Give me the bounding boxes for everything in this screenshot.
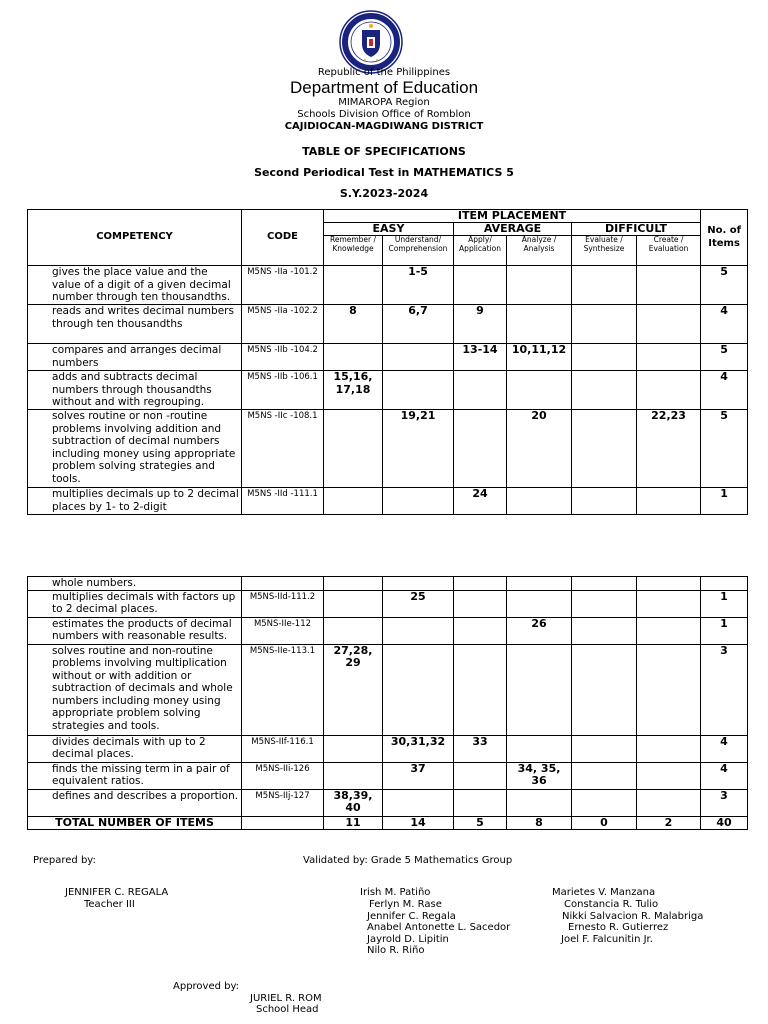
understand-cell	[383, 617, 454, 644]
table-row	[28, 617, 748, 644]
evaluate-cell	[572, 344, 637, 371]
create-cell	[637, 762, 701, 789]
validator-name: Jennifer C. Regala	[367, 911, 456, 922]
items-cell: 5	[701, 410, 748, 488]
items-cell: 1	[701, 488, 748, 515]
code-cell: M5NS-IIe-113.1	[242, 644, 324, 735]
competency-cell: divides decimals with up to 2 decimal places.	[28, 735, 242, 762]
understand-cell	[383, 577, 454, 591]
totals-row	[28, 816, 748, 830]
remember-cell	[324, 344, 383, 371]
prepared-label: Prepared by:	[33, 855, 96, 866]
table-row	[28, 344, 748, 371]
understand-cell: 6,7	[383, 305, 454, 344]
document-title: TABLE OF SPECIFICATIONS	[302, 145, 466, 158]
analyze-cell	[507, 644, 572, 735]
validator-name: Joel F. Falcunitin Jr.	[561, 934, 653, 945]
test-title: Second Periodical Test in MATHEMATICS 5	[254, 166, 514, 179]
understand-header: Understand/ Comprehension	[383, 236, 454, 266]
preparer-name: JENNIFER C. REGALA	[65, 887, 169, 898]
create-cell	[637, 344, 701, 371]
apply-cell: 13-14	[454, 344, 507, 371]
apply-cell	[454, 789, 507, 816]
create-cell	[637, 305, 701, 344]
evaluate-cell	[572, 577, 637, 591]
apply-cell: 24	[454, 488, 507, 515]
easy-header: EASY	[324, 223, 454, 236]
create-cell: 22,23	[637, 410, 701, 488]
analyze-cell	[507, 590, 572, 617]
total-items: 40	[701, 816, 748, 830]
create-cell	[637, 617, 701, 644]
table-row	[28, 371, 748, 410]
apply-cell: 33	[454, 735, 507, 762]
validator-name: Anabel Antonette L. Sacedor	[367, 922, 511, 933]
item-placement-header: ITEM PLACEMENT	[324, 210, 701, 223]
evaluate-cell	[572, 789, 637, 816]
understand-cell	[383, 488, 454, 515]
average-header: AVERAGE	[454, 223, 572, 236]
code-cell: M5NS-IId-111.2	[242, 590, 324, 617]
apply-cell	[454, 371, 507, 410]
analyze-cell	[507, 371, 572, 410]
evaluate-cell	[572, 410, 637, 488]
create-header: Create / Evaluation	[637, 236, 701, 266]
tos-table-page2	[27, 576, 748, 830]
total-apply: 5	[454, 816, 507, 830]
remember-cell	[324, 617, 383, 644]
create-cell	[637, 789, 701, 816]
analyze-cell: 34, 35, 36	[507, 762, 572, 789]
evaluate-cell	[572, 617, 637, 644]
competency-cell: compares and arranges decimal numbers	[28, 344, 242, 371]
table-row	[28, 266, 748, 305]
understand-cell: 30,31,32	[383, 735, 454, 762]
totals-label: TOTAL NUMBER OF ITEMS	[28, 816, 242, 830]
validator-name: Nikki Salvacion R. Malabriga	[562, 911, 704, 922]
create-cell	[637, 266, 701, 305]
evaluate-cell	[572, 371, 637, 410]
analyze-cell: 10,11,12	[507, 344, 572, 371]
items-cell	[701, 577, 748, 591]
table-row	[28, 644, 748, 735]
validated-label: Validated by: Grade 5 Mathematics Group	[303, 855, 513, 866]
region-text: MIMAROPA Region	[338, 97, 430, 108]
competency-cell: gives the place value and the value of a digit of a given decimal number through ten thousandths.	[28, 266, 242, 305]
remember-cell	[324, 735, 383, 762]
evaluate-cell	[572, 488, 637, 515]
analyze-cell: 26	[507, 617, 572, 644]
approved-label: Approved by:	[173, 981, 240, 992]
code-cell: M5NS -IIa -102.2	[242, 305, 324, 344]
evaluate-cell	[572, 590, 637, 617]
code-header: CODE	[242, 210, 324, 266]
competency-cell: adds and subtracts decimal numbers through thousandths without and with regrouping.	[28, 371, 242, 410]
table-row	[28, 410, 748, 488]
apply-cell	[454, 590, 507, 617]
republic-text: Republic of the Philippines	[317, 67, 451, 78]
difficult-header: DIFFICULT	[572, 223, 701, 236]
approver-title: School Head	[256, 1004, 319, 1015]
understand-cell: 19,21	[383, 410, 454, 488]
analyze-header: Analyze / Analysis	[507, 236, 572, 266]
validator-name: Jayrold D. Lipitin	[367, 934, 449, 945]
code-cell: M5NS-IIf-116.1	[242, 735, 324, 762]
apply-cell: 9	[454, 305, 507, 344]
remember-cell	[324, 488, 383, 515]
code-cell: M5NS -IIc -108.1	[242, 410, 324, 488]
remember-cell	[324, 410, 383, 488]
competency-cell: reads and writes decimal numbers through ten thousandths	[28, 305, 242, 344]
evaluate-header: Evaluate / Synthesize	[572, 236, 637, 266]
analyze-cell: 20	[507, 410, 572, 488]
analyze-cell	[507, 789, 572, 816]
table-row	[28, 735, 748, 762]
tos-table-page1	[27, 209, 748, 515]
analyze-cell	[507, 305, 572, 344]
code-cell: M5NS -IId -111.1	[242, 488, 324, 515]
items-cell: 5	[701, 266, 748, 305]
understand-cell: 1-5	[383, 266, 454, 305]
items-cell: 5	[701, 344, 748, 371]
competency-cell: whole numbers.	[28, 577, 242, 591]
evaluate-cell	[572, 305, 637, 344]
code-cell: M5NS-IIi-126	[242, 762, 324, 789]
table-row	[28, 305, 748, 344]
code-cell: M5NS-IIj-127	[242, 789, 324, 816]
division-text: Schools Division Office of Romblon	[297, 109, 471, 120]
competency-cell: solves routine or non -routine problems involving addition and subtraction of decimal numbers including money using appropriate problem solving strategies and tools.	[28, 410, 242, 488]
understand-cell	[383, 371, 454, 410]
create-cell	[637, 735, 701, 762]
total-analyze: 8	[507, 816, 572, 830]
validator-name: Irish M. Patiño	[360, 887, 431, 898]
competency-cell: multiplies decimals with factors up to 2 decimal places.	[28, 590, 242, 617]
remember-cell: 38,39, 40	[324, 789, 383, 816]
remember-cell: 15,16, 17,18	[324, 371, 383, 410]
competency-cell: estimates the products of decimal numbers with reasonable results.	[28, 617, 242, 644]
department-title: Department of Education	[289, 78, 479, 97]
table-row	[28, 762, 748, 789]
deped-seal-logo	[339, 10, 403, 74]
understand-cell	[383, 644, 454, 735]
table-row	[28, 488, 748, 515]
remember-cell	[324, 266, 383, 305]
code-cell	[242, 577, 324, 591]
understand-cell: 25	[383, 590, 454, 617]
evaluate-cell	[572, 266, 637, 305]
evaluate-cell	[572, 762, 637, 789]
items-cell: 1	[701, 590, 748, 617]
remember-cell	[324, 577, 383, 591]
remember-cell	[324, 762, 383, 789]
total-understand: 14	[383, 816, 454, 830]
remember-cell: 27,28, 29	[324, 644, 383, 735]
remember-cell: 8	[324, 305, 383, 344]
code-cell: M5NS-IIe-112	[242, 617, 324, 644]
apply-cell	[454, 410, 507, 488]
items-cell: 4	[701, 305, 748, 344]
create-cell	[637, 644, 701, 735]
understand-cell	[383, 344, 454, 371]
items-cell: 1	[701, 617, 748, 644]
create-cell	[637, 371, 701, 410]
apply-cell	[454, 266, 507, 305]
code-cell: M5NS -IIa -101.2	[242, 266, 324, 305]
validator-name: Ferlyn M. Rase	[369, 899, 442, 910]
validator-name: Marietes V. Manzana	[552, 887, 656, 898]
competency-header: COMPETENCY	[28, 210, 242, 266]
code-cell: M5NS -IIb -104.2	[242, 344, 324, 371]
competency-cell: multiplies decimals up to 2 decimal places by 1- to 2-digit	[28, 488, 242, 515]
create-cell	[637, 590, 701, 617]
analyze-cell	[507, 735, 572, 762]
competency-cell: finds the missing term in a pair of equivalent ratios.	[28, 762, 242, 789]
evaluate-cell	[572, 644, 637, 735]
remember-cell	[324, 590, 383, 617]
apply-cell	[454, 762, 507, 789]
apply-cell	[454, 577, 507, 591]
approver-name: JURIEL R. ROM	[250, 993, 322, 1004]
create-cell	[637, 488, 701, 515]
apply-cell	[454, 644, 507, 735]
district-text: CAJIDIOCAN-MAGDIWANG DISTRICT	[284, 121, 484, 132]
total-evaluate: 0	[572, 816, 637, 830]
understand-cell: 37	[383, 762, 454, 789]
total-remember: 11	[324, 816, 383, 830]
preparer-title: Teacher III	[84, 899, 135, 910]
analyze-cell	[507, 488, 572, 515]
no-items-header: No. of Items	[701, 210, 748, 266]
table-row	[28, 789, 748, 816]
code-cell: M5NS -IIb -106.1	[242, 371, 324, 410]
apply-header: Apply/ Application	[454, 236, 507, 266]
totals-code-cell	[242, 816, 324, 830]
understand-cell	[383, 789, 454, 816]
items-cell: 4	[701, 371, 748, 410]
validator-name: Nilo R. Riño	[367, 945, 425, 956]
items-cell: 3	[701, 644, 748, 735]
validator-name: Ernesto R. Gutierrez	[568, 922, 669, 933]
items-cell: 4	[701, 735, 748, 762]
create-cell	[637, 577, 701, 591]
evaluate-cell	[572, 735, 637, 762]
analyze-cell	[507, 577, 572, 591]
validator-name: Constancia R. Tulio	[564, 899, 659, 910]
remember-header: Remember / Knowledge	[324, 236, 383, 266]
competency-cell: solves routine and non-routine problems involving multiplication without or with addition or subtraction of decimals and whole numbers including money using appropriate problem solving strategies and tools.	[28, 644, 242, 735]
items-cell: 3	[701, 789, 748, 816]
school-year: S.Y.2023-2024	[339, 187, 429, 200]
analyze-cell	[507, 266, 572, 305]
total-create: 2	[637, 816, 701, 830]
competency-cell: defines and describes a proportion.	[28, 789, 242, 816]
apply-cell	[454, 617, 507, 644]
items-cell: 4	[701, 762, 748, 789]
table-row	[28, 577, 748, 591]
table-row	[28, 590, 748, 617]
